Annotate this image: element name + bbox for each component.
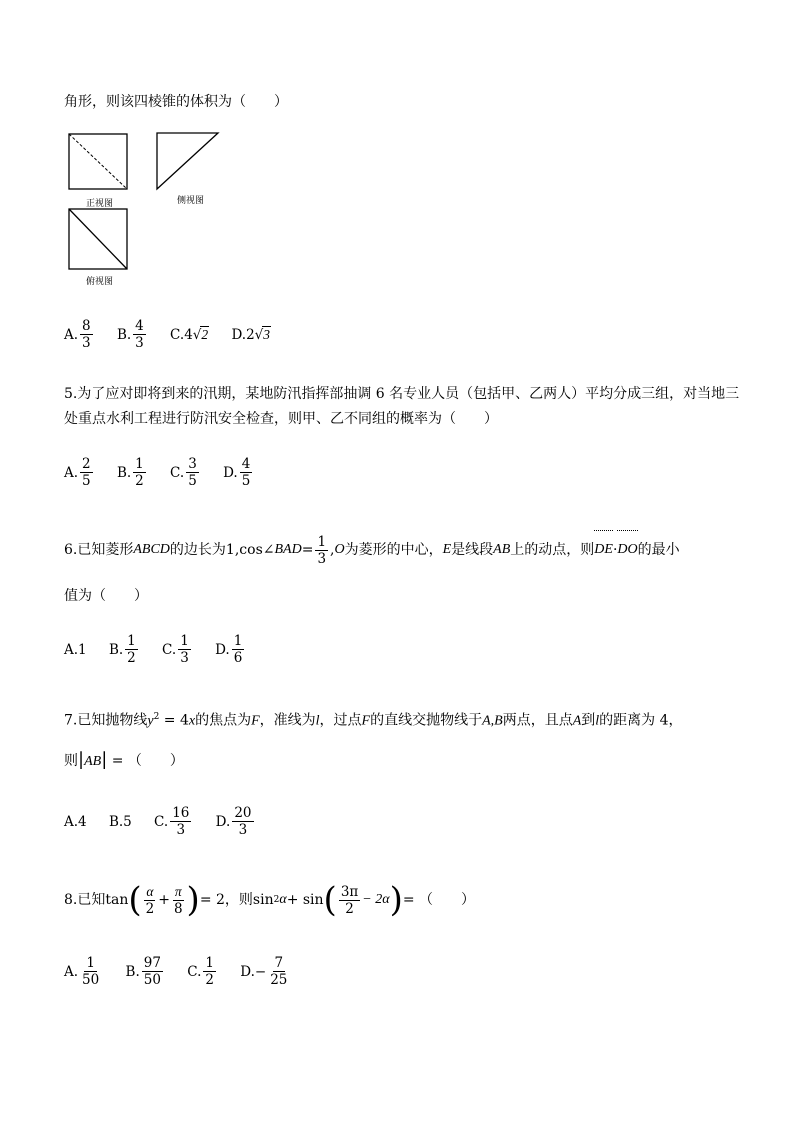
q4-stem-tail: 角形，则该四棱锥的体积为（ ） [64, 94, 288, 110]
q5-option-c[interactable] [170, 456, 201, 489]
option-label: C. [162, 641, 177, 658]
math-text: − 2α [362, 892, 390, 907]
math-exponent: 2 [273, 895, 280, 905]
math-text: = 4 [159, 712, 189, 729]
q8-stem [64, 880, 475, 920]
fraction [133, 318, 146, 351]
q8-option-a[interactable] [64, 955, 103, 988]
q7-option-a[interactable] [64, 814, 87, 830]
numerator: 1 [127, 633, 136, 649]
fraction [170, 805, 191, 838]
text: 8.已知 [64, 892, 106, 908]
vector-do: DO [617, 532, 637, 568]
right-paren-icon: ) [186, 880, 200, 920]
math-var: x [188, 713, 196, 729]
math-var: AB [84, 754, 102, 769]
numerator: 1 [205, 955, 214, 971]
option-label: B. [116, 326, 132, 343]
text: 到 [581, 712, 596, 729]
option-label: B. [116, 464, 132, 481]
q7-option-c[interactable] [154, 805, 193, 838]
coefficient: 4 [184, 326, 193, 343]
denominator: 3 [180, 650, 189, 666]
denominator: 2 [127, 650, 136, 666]
math-text: + sin [286, 892, 324, 908]
fraction [80, 318, 93, 351]
dot-operator: · [612, 542, 618, 558]
negative-sign: − [254, 963, 267, 980]
fraction [315, 534, 328, 567]
right-paren-icon: ) [389, 880, 403, 920]
fraction [339, 884, 360, 917]
numerator: π [174, 883, 182, 899]
text: 的距离为 4， [599, 712, 683, 729]
math-var: A [572, 713, 582, 729]
fraction [203, 955, 216, 988]
radicand: 3 [263, 327, 271, 342]
text: 的边长为 [169, 542, 226, 558]
fraction [172, 884, 185, 917]
text: ，准线为 [259, 712, 316, 729]
option-label: B. [108, 813, 124, 830]
text: 是线段 [451, 542, 494, 558]
fraction [232, 805, 253, 838]
option-label: C. [170, 464, 185, 481]
q8-options [64, 955, 309, 988]
text: 的直线交抛物线于 [370, 712, 483, 729]
denominator: 8 [173, 900, 183, 917]
text: = （ ） [402, 892, 476, 908]
q6-option-c[interactable] [162, 633, 193, 666]
denominator: 5 [241, 473, 251, 489]
text: ，过点 [319, 712, 362, 729]
text: 的最小 [637, 542, 680, 558]
option-label: D. [215, 641, 230, 658]
option-label: A. [64, 963, 79, 980]
fraction [144, 884, 157, 917]
q5-option-b[interactable] [117, 456, 148, 489]
text: , [330, 542, 335, 558]
top-view-drawing [68, 208, 130, 272]
q4-option-a[interactable] [64, 318, 95, 351]
denominator: 2 [145, 900, 155, 917]
q4-option-b[interactable] [117, 318, 148, 351]
math-text: = [301, 542, 314, 558]
left-paren-icon: ( [128, 880, 142, 920]
front-view-caption: 正视图 [86, 199, 114, 209]
option-label: C. [154, 813, 169, 830]
sqrt-icon: √ [192, 326, 202, 343]
math-var: y [147, 713, 154, 729]
option-label: B. [125, 963, 140, 980]
option-label: D. [231, 326, 247, 343]
denominator: 5 [82, 473, 91, 489]
denominator: 2 [345, 900, 354, 917]
top-view-caption: 俯视图 [86, 277, 114, 287]
text: 6.已知菱形 [64, 542, 134, 558]
option-value: 4 [78, 813, 87, 830]
q8-option-b[interactable] [126, 955, 165, 988]
fraction [133, 456, 146, 489]
vector-de: DE [594, 532, 613, 568]
math-op: + [158, 892, 170, 908]
abs-bar-icon: | [78, 749, 85, 770]
numerator: 1 [233, 633, 243, 649]
numerator: 1 [180, 633, 189, 649]
text: 上的动点，则 [510, 542, 595, 558]
option-label: D. [223, 464, 238, 481]
q6-stem-line1 [64, 532, 680, 568]
numerator: 4 [135, 318, 144, 334]
numerator: 4 [241, 456, 251, 472]
option-value: 1 [78, 641, 87, 658]
q6-option-b[interactable] [109, 633, 140, 666]
text: 7.已知抛物线 [64, 712, 148, 729]
denominator: 25 [270, 972, 288, 988]
q5-stem-line2: 处重点水利工程进行防汛安全检查，则甲、乙不同组的概率为（ ） [64, 411, 498, 427]
option-label: A. [64, 464, 79, 481]
text: 为菱形的中心， [344, 542, 443, 558]
option-label: D. [240, 963, 255, 980]
q8-option-d[interactable] [240, 955, 291, 988]
math-var: AB [493, 542, 511, 557]
option-label: A. [64, 813, 79, 830]
math-var: F [251, 713, 260, 729]
sqrt-icon: √ [254, 326, 264, 343]
numerator: α [146, 883, 154, 899]
math-exponent: 2 [153, 712, 160, 722]
fraction [142, 955, 163, 988]
math-func: tan [105, 892, 129, 908]
text: = 2，则 [199, 892, 253, 908]
numerator: 1 [135, 456, 144, 472]
q6-stem-line2: 值为（ ） [64, 588, 148, 604]
q7-stem-line1 [64, 707, 683, 732]
math-var: l [315, 713, 320, 729]
q7-option-b[interactable] [109, 814, 132, 830]
numerator: 1 [317, 533, 327, 550]
denominator: 6 [233, 650, 243, 666]
numerator: 16 [172, 805, 190, 821]
numerator: 3π [340, 883, 359, 900]
numerator: 1 [86, 955, 95, 971]
left-paren-icon: ( [323, 880, 337, 920]
fraction [268, 955, 289, 988]
option-value: 5 [123, 813, 132, 830]
q8-option-c[interactable] [187, 955, 218, 988]
math-func: sin [252, 892, 274, 908]
math-var: l [595, 713, 600, 729]
q4-option-c[interactable] [170, 326, 209, 343]
math-var: O [334, 542, 345, 557]
fraction [80, 456, 93, 489]
math-var: ABCD [133, 542, 170, 557]
denominator: 2 [135, 473, 144, 489]
denominator: 3 [82, 335, 91, 351]
math-text: ,cos∠ [234, 542, 275, 558]
fraction [125, 633, 138, 666]
q7-option-d[interactable] [216, 805, 256, 838]
front-view-drawing [68, 133, 130, 191]
q4-option-d[interactable] [231, 326, 271, 343]
q4-options [64, 318, 289, 351]
option-label: A. [64, 641, 79, 658]
q5-option-a[interactable] [64, 456, 95, 489]
q6-options [64, 633, 264, 666]
numerator: 97 [143, 955, 161, 971]
denominator: 3 [238, 822, 248, 838]
text: 的焦点为 [195, 712, 252, 729]
text: = （ ） [107, 753, 184, 769]
math-var: A,B [482, 713, 503, 729]
side-view-drawing [155, 131, 221, 193]
option-label: A. [64, 326, 79, 343]
option-label: B. [108, 641, 124, 658]
numerator: 8 [82, 318, 91, 334]
denominator: 3 [317, 550, 327, 567]
math-var: F [361, 713, 371, 729]
abs-bar-icon: | [101, 749, 108, 770]
fraction [232, 633, 245, 666]
q6-option-d[interactable] [215, 633, 246, 666]
fraction [186, 456, 199, 489]
text: 两点，且点 [502, 712, 573, 729]
side-view-caption: 侧视图 [177, 196, 205, 206]
numerator: 20 [234, 805, 252, 821]
denominator: 50 [143, 972, 161, 988]
numerator: 7 [274, 955, 284, 971]
q5-option-d[interactable] [223, 456, 254, 489]
q5-stem-line1: 5.为了应对即将到来的汛期，某地防汛指挥部抽调 6 名专业人员（包括甲、乙两人）平均分成三组，对当地三 [64, 386, 740, 402]
numerator: 2 [82, 456, 91, 472]
coefficient: 2 [246, 326, 255, 343]
q6-option-a[interactable] [64, 642, 87, 658]
math-num: 1 [225, 542, 235, 558]
q7-stem-line2 [64, 750, 184, 772]
denominator: 3 [176, 822, 186, 838]
fraction [240, 456, 253, 489]
fraction [80, 955, 101, 988]
denominator: 5 [188, 473, 197, 489]
fraction [178, 633, 191, 666]
math-var: BAD [274, 542, 302, 557]
text: 则 [64, 753, 78, 769]
q5-options [64, 456, 272, 489]
q7-options [64, 805, 274, 838]
numerator: 3 [188, 456, 197, 472]
denominator: 3 [135, 335, 144, 351]
denominator: 2 [205, 972, 214, 988]
radicand: 2 [201, 327, 209, 342]
option-label: C. [170, 326, 185, 343]
math-var: E [442, 542, 452, 557]
option-label: D. [215, 813, 231, 830]
math-var: α [279, 892, 287, 907]
option-label: C. [187, 963, 202, 980]
denominator: 50 [82, 972, 100, 988]
